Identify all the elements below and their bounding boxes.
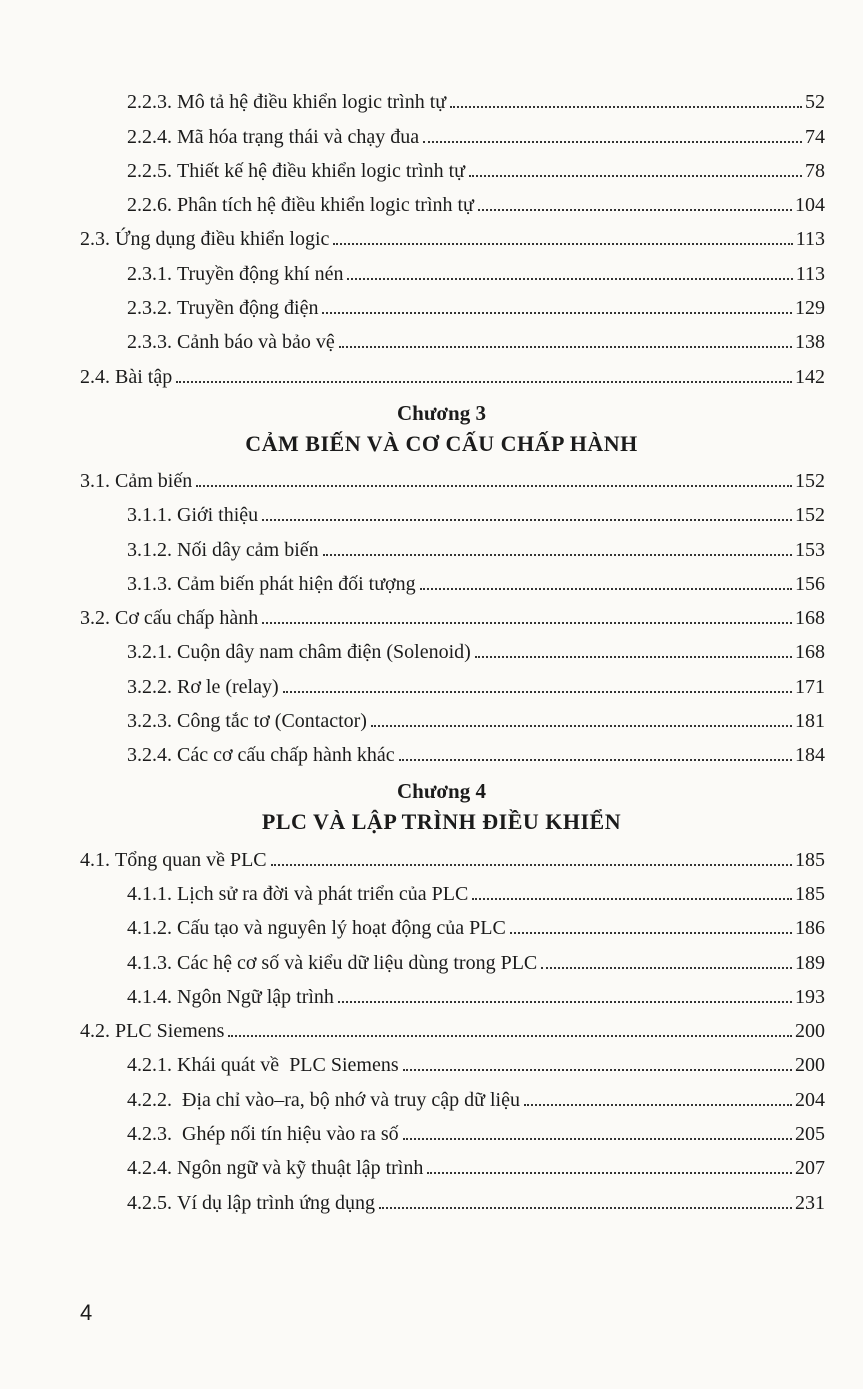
toc-entry-title: Khái quát về PLC Siemens bbox=[177, 1054, 399, 1077]
toc-entry-page: 171 bbox=[795, 675, 825, 698]
toc-entry-title: Nối dây cảm biến bbox=[177, 538, 319, 561]
dot-leader bbox=[478, 209, 792, 211]
toc-entry bbox=[127, 735, 825, 769]
toc-entry-page: 113 bbox=[795, 228, 825, 251]
toc-entry-title: Công tắc tơ (Contactor) bbox=[177, 710, 367, 733]
chapter-4-header bbox=[20, 777, 863, 839]
toc-entry bbox=[127, 701, 825, 735]
toc-entry-page: 204 bbox=[795, 1088, 825, 1111]
dot-leader bbox=[228, 1035, 792, 1037]
toc-entry-page: 193 bbox=[795, 985, 825, 1008]
toc-entry-number: 2.2.3. bbox=[127, 91, 172, 114]
toc-entry-title: Giới thiệu bbox=[177, 504, 259, 527]
toc-entry-title: Ghép nối tín hiệu vào ra số bbox=[177, 1123, 399, 1146]
toc-entry-number: 2.3. bbox=[80, 228, 110, 251]
toc-entry-title: Cảm biến bbox=[115, 469, 193, 492]
toc-entry-number: 3.1.3. bbox=[127, 572, 172, 595]
toc-entry-page: 185 bbox=[795, 848, 825, 871]
toc-entry bbox=[80, 1011, 825, 1045]
page-number: 4 bbox=[80, 1300, 93, 1325]
toc-entry-number: 3.2.4. bbox=[127, 744, 172, 767]
toc-entry-title: Lịch sử ra đời và phát triển của PLC bbox=[177, 882, 469, 905]
toc-entry-number: 4.1.3. bbox=[127, 951, 172, 974]
dot-leader bbox=[403, 1138, 792, 1140]
toc-entry bbox=[127, 977, 825, 1011]
toc-entry-page: 200 bbox=[795, 1020, 825, 1043]
toc-entry bbox=[127, 116, 825, 150]
chapter-title: CẢM BIẾN VÀ CƠ CẤU CHẤP HÀNH bbox=[245, 430, 638, 456]
toc-entry-number: 3.2.3. bbox=[127, 710, 172, 733]
dot-leader bbox=[333, 243, 792, 245]
toc-entry bbox=[127, 185, 825, 219]
dot-leader bbox=[262, 519, 792, 521]
toc-entry-page: 78 bbox=[805, 159, 825, 182]
chapter-heading: Chương 3 bbox=[396, 400, 486, 425]
dot-leader bbox=[271, 864, 792, 866]
toc-entry-number: 3.2. bbox=[80, 607, 110, 630]
toc-entry bbox=[127, 495, 825, 529]
toc-entry-page: 153 bbox=[795, 538, 825, 561]
toc-entry-title: PLC Siemens bbox=[115, 1020, 225, 1043]
toc-entry-title: Mô tả hệ điều khiển logic trình tự bbox=[177, 91, 447, 114]
dot-leader bbox=[322, 312, 792, 314]
toc-entry-page: 113 bbox=[795, 262, 825, 285]
dot-leader bbox=[196, 485, 792, 487]
toc-entry-title: Thiết kế hệ điều khiển logic trình tự bbox=[177, 159, 465, 182]
toc-entry-page: 207 bbox=[795, 1157, 825, 1180]
dot-leader bbox=[283, 691, 792, 693]
toc-entry-page: 152 bbox=[795, 469, 825, 492]
dot-leader bbox=[420, 588, 792, 590]
dot-leader bbox=[423, 141, 802, 143]
toc-entry-title: Rơ le (relay) bbox=[177, 675, 279, 698]
toc-entry bbox=[127, 82, 825, 116]
toc-entry-number: 3.1. bbox=[80, 469, 110, 492]
dot-leader bbox=[510, 932, 792, 934]
dot-leader bbox=[323, 554, 792, 556]
toc-entry bbox=[80, 219, 825, 253]
toc-entry bbox=[127, 1045, 825, 1079]
toc-entry-number: 4.1.2. bbox=[127, 917, 172, 940]
toc-section-chapter3 bbox=[0, 461, 863, 770]
toc-section-chapter4 bbox=[0, 839, 863, 1216]
toc-entry-number: 2.3.1. bbox=[127, 262, 172, 285]
toc-entry bbox=[127, 874, 825, 908]
toc-entry-number: 2.2.6. bbox=[127, 194, 172, 217]
toc-section-chapter2-continued bbox=[0, 82, 863, 391]
toc-entry-title: Cấu tạo và nguyên lý hoạt động của PLC bbox=[177, 917, 506, 940]
toc-entry bbox=[127, 253, 825, 287]
toc-entry bbox=[127, 1079, 825, 1113]
toc-entry bbox=[127, 1148, 825, 1182]
toc-entry-title: Cuộn dây nam châm điện (Solenoid) bbox=[177, 641, 471, 664]
chapter-title: PLC VÀ LẬP TRÌNH ĐIỀU KHIỂN bbox=[261, 809, 622, 835]
toc-entry-title: Mã hóa trạng thái và chạy đua bbox=[177, 125, 420, 148]
toc-entry-page: 231 bbox=[795, 1191, 825, 1214]
toc-entry bbox=[80, 356, 825, 390]
toc-entry-title: Các cơ cấu chấp hành khác bbox=[177, 744, 395, 767]
toc-entry-number: 4.2.3. bbox=[127, 1123, 172, 1146]
toc-entry-page: 104 bbox=[795, 194, 825, 217]
toc-entry-number: 4.2.2. bbox=[127, 1088, 172, 1111]
dot-leader bbox=[475, 656, 792, 658]
toc-entry bbox=[127, 322, 825, 356]
toc-entry bbox=[127, 908, 825, 942]
toc-entry-number: 4.1.1. bbox=[127, 882, 172, 905]
dot-leader bbox=[347, 278, 792, 280]
dot-leader bbox=[524, 1104, 792, 1106]
toc-entry-number: 4.2. bbox=[80, 1020, 110, 1043]
toc-entry bbox=[80, 461, 825, 495]
toc-entry-number: 2.4. bbox=[80, 365, 110, 388]
dot-leader bbox=[379, 1207, 792, 1209]
toc-entry-page: 52 bbox=[805, 91, 825, 114]
toc-entry bbox=[80, 598, 825, 632]
toc-entry-number: 3.1.2. bbox=[127, 538, 172, 561]
toc-entry bbox=[127, 666, 825, 700]
toc-entry-number: 3.1.1. bbox=[127, 504, 172, 527]
toc-entry-page: 74 bbox=[805, 125, 825, 148]
toc-entry-title: Cơ cấu chấp hành bbox=[115, 607, 259, 630]
toc-entry-number: 3.2.2. bbox=[127, 675, 172, 698]
toc-entry-page: 185 bbox=[795, 882, 825, 905]
toc-entry-page: 152 bbox=[795, 504, 825, 527]
chapter-3-header bbox=[20, 399, 863, 461]
toc-entry-number: 3.2.1. bbox=[127, 641, 172, 664]
toc-entry-title: Cảm biến phát hiện đối tượng bbox=[177, 572, 416, 595]
toc-entry-number: 2.3.2. bbox=[127, 297, 172, 320]
toc-entry-page: 168 bbox=[795, 641, 825, 664]
dot-leader bbox=[399, 759, 792, 761]
toc-entry-title: Ví dụ lập trình ứng dụng bbox=[177, 1191, 376, 1214]
toc-entry-page: 205 bbox=[795, 1123, 825, 1146]
toc-entry bbox=[127, 151, 825, 185]
toc-entry-title: Ngôn Ngữ lập trình bbox=[177, 985, 334, 1008]
dot-leader bbox=[403, 1069, 792, 1071]
toc-entry-number: 4.1.4. bbox=[127, 985, 172, 1008]
toc-entry bbox=[127, 288, 825, 322]
toc-entry-number: 2.2.4. bbox=[127, 125, 172, 148]
toc-entry-title: Ngôn ngữ và kỹ thuật lập trình bbox=[177, 1157, 424, 1180]
toc-entry-title: Địa chỉ vào–ra, bộ nhớ và truy cập dữ liệu bbox=[177, 1088, 520, 1111]
dot-leader bbox=[472, 898, 792, 900]
toc-entry-page: 142 bbox=[795, 365, 825, 388]
toc-entry bbox=[127, 1182, 825, 1216]
toc-entry-page: 184 bbox=[795, 744, 825, 767]
toc-entry-number: 4.2.1. bbox=[127, 1054, 172, 1077]
toc-entry-page: 186 bbox=[795, 917, 825, 940]
toc-entry-title: Phân tích hệ điều khiển logic trình tự bbox=[177, 194, 474, 217]
toc-entry-title: Cảnh báo và bảo vệ bbox=[177, 331, 335, 354]
toc-entry-number: 4.2.5. bbox=[127, 1191, 172, 1214]
toc-entry-number: 2.2.5. bbox=[127, 159, 172, 182]
toc-entry-number: 4.1. bbox=[80, 848, 110, 871]
toc-entry-title: Tổng quan về PLC bbox=[115, 848, 267, 871]
toc-entry-page: 200 bbox=[795, 1054, 825, 1077]
chapter-heading: Chương 4 bbox=[396, 779, 486, 804]
dot-leader bbox=[371, 725, 792, 727]
toc-entry-page: 129 bbox=[795, 297, 825, 320]
toc-entry-number: 4.2.4. bbox=[127, 1157, 172, 1180]
toc-entry-title: Truyền động điện bbox=[177, 297, 319, 320]
toc-entry-page: 189 bbox=[795, 951, 825, 974]
dot-leader bbox=[176, 381, 792, 383]
toc-entry bbox=[127, 529, 825, 563]
dot-leader bbox=[338, 1001, 792, 1003]
toc-entry bbox=[127, 632, 825, 666]
toc-entry bbox=[127, 942, 825, 976]
dot-leader bbox=[450, 106, 802, 108]
dot-leader bbox=[469, 175, 802, 177]
table-of-contents bbox=[0, 82, 863, 1217]
toc-entry bbox=[127, 1114, 825, 1148]
toc-entry-number: 2.3.3. bbox=[127, 331, 172, 354]
toc-entry-title: Bài tập bbox=[115, 365, 173, 388]
toc-entry-page: 168 bbox=[795, 607, 825, 630]
toc-entry bbox=[80, 839, 825, 873]
toc-entry-page: 138 bbox=[795, 331, 825, 354]
dot-leader bbox=[262, 622, 792, 624]
toc-entry-page: 181 bbox=[795, 710, 825, 733]
toc-entry-page: 156 bbox=[795, 572, 825, 595]
dot-leader bbox=[427, 1172, 792, 1174]
dot-leader bbox=[541, 967, 792, 969]
toc-entry-title: Truyền động khí nén bbox=[177, 262, 344, 285]
toc-entry-title: Ứng dụng điều khiển logic bbox=[115, 228, 330, 251]
dot-leader bbox=[339, 346, 792, 348]
toc-entry bbox=[127, 564, 825, 598]
toc-entry-title: Các hệ cơ số và kiểu dữ liệu dùng trong PLC bbox=[177, 951, 538, 974]
